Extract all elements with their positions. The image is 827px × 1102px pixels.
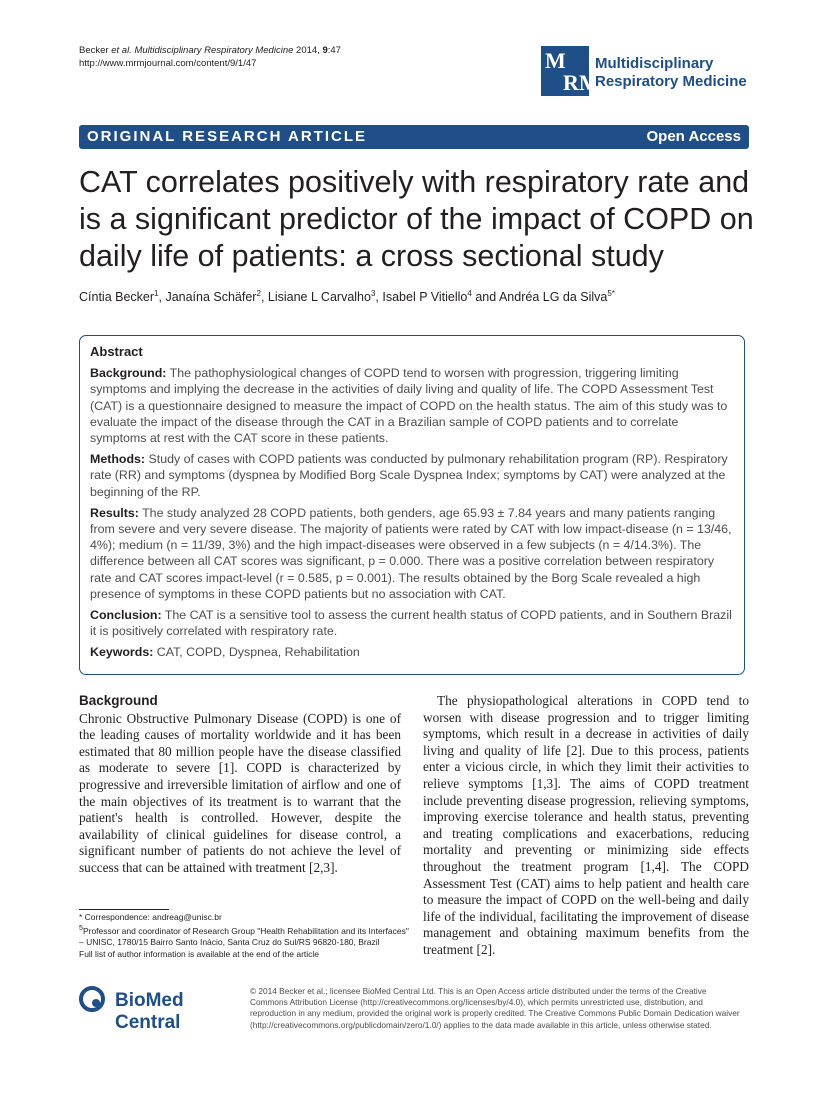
publisher-logo [79,986,239,1033]
author[interactable]: Janaína Schäfer [165,290,257,305]
article-url[interactable]: http://www.mrmjournal.com/content/9/1/47 [79,58,257,69]
abstract-keywords [90,644,736,660]
author[interactable]: Lisiane L Carvalho [267,290,371,305]
journal-name-line1: Multidisciplinary [595,55,714,72]
open-access-label: Open Access [646,128,741,145]
citation-authors: Becker [79,45,112,56]
author-affil: 1 [154,289,159,298]
journal-name [595,55,747,91]
abstract-box [79,335,745,675]
abstract-conclusion-label: Conclusion: [90,608,162,623]
citation-year: 2014, [293,45,323,56]
body-paragraph: Chronic Obstructive Pulmonary Disease (COPD) is one of the leading causes of mortality worldwide and it has been estimated that 80 million people have the disease classified as moderate to severe [1]. COPD is characterized by progressive and irreversible limitation of airflow and one of the main objectives of its treatment is to warrant that the patient's health is controlled. However, despite the availability of clinical guidelines for disease control, a significant number of patients do not achieve the level of success that can be attained with treatment [2,3]. [79,710,401,875]
body-column-left [79,693,401,877]
footnotes [79,912,409,960]
author-affil: 5* [607,289,615,298]
abstract-methods-label: Methods: [90,452,146,467]
author-affil: 4 [467,289,472,298]
author[interactable]: Andréa LG da Silva [498,290,608,305]
author[interactable]: Isabel P Vitiello [382,290,468,305]
body-paragraph: The physiopathological alterations in COPD tend to worsen with disease progression and to trigger limiting symptoms, which result in a decrease in activities of daily living and quality of life [2]. Due to this process, patients enter a vicious circle, in which they limit their activities to relieve symptoms [1,3]. The aims of COPD treatment include preventing disease progression, relieving symptoms, improving exercise tolerance and health status, preventing and treating complications and exacerbations, reducing mortality and preventing or minimizing side effects throughout the treatment program [1,4]. The COPD Assessment Test (CAT) aims to help patient and health care to measure the impact of COPD on the well-being and daily life of the individual, facilitating the improvement of disease management and obtaining maximum benefits from the treatment [2]. [423,693,749,957]
affiliation-text: Professor and coordinator of Research Group "Health Rehabilitation and its Interfaces" – UNISC, 1780/15 Bairro Santo Inácio, Santa Cruz do Sul/RS 96820-180, Brazil [79,926,409,948]
author-list: Cíntia Becker$^1$, Janaína Schäfer$^2$, Lisiane L Carvalho$^3$, Isabel P Vitiello$^4$ and Andréa LG da Silva$^{5*}$ [79,289,615,305]
article-type-banner [79,125,749,149]
footnote-divider [79,909,169,910]
abstract-keywords-label: Keywords: [90,645,154,660]
abstract-heading: Abstract [90,344,143,359]
section-heading-background: Background [79,693,158,708]
abstract-results-label: Results: [90,505,139,520]
abstract-conclusion [90,607,736,639]
publisher-logo-text: BioMed Central [115,990,184,1033]
affiliation-note [79,923,409,948]
article-type: ORIGINAL RESEARCH ARTICLE [87,128,368,145]
abstract-conclusion-text: The CAT is a sensitive tool to assess the current health status of COPD patients, and in Southern Brazil it is positively correlated with respiratory rate. [90,608,732,639]
citation-journal: Multidisciplinary Respiratory Medicine [131,45,294,56]
journal-logo-letters-1: M [545,48,566,73]
citation-etal: et al. [111,45,132,56]
affiliation-sup: 5 [79,924,83,933]
citation-volume: 9 [322,45,328,56]
author-affil: 2 [256,289,261,298]
body-column-right [423,693,749,959]
abstract-keywords-text: CAT, COPD, Dyspnea, Rehabilitation [153,645,360,660]
author-affil: 3 [370,289,376,298]
article-title: CAT correlates positively with respiratory rate and is a significant predictor of the impact of COPD on daily life of patients: a cross sectional study [79,165,754,273]
journal-logo-letters-2: RM [563,70,600,95]
publisher-logo-icon [79,986,105,1012]
citation-page: :47 [327,45,341,56]
abstract-results-text: The study analyzed 28 COPD patients, both genders, age 65.93 ± 7.84 years and many patients ranging from severe and very severe disease. The majority of patients were rated by CAT with low impact-disease (n = 13/46, 4%); medium (n = 11/39, 3%) and the high impact-diseases were observed in a few subjects (n = 4/14.3%). The difference between all CAT scores was significant, p = 0.000. There was a positive correlation between respiratory rate and CAT scores impact-level (r = 0.585, p = 0.001). The results obtained by the Borg Scale revealed a high presence of symptoms in these COPD patients but no association with CAT. [90,505,732,601]
license-text: © 2014 Becker et al.; licensee BioMed Central Ltd. This is an Open Access article distributed under the terms of the Creative Commons Attribution License (http://creativecommons.org/licenses/by/4.0), which permits unrestricted use, distribution, and reproduction in any medium, provided the original work is properly credited. The Creative Commons Public Domain Dedication waiver (http://creativecommons.org/publicdomain/zero/1.0/) applies to the data made available in this article, unless otherwise stated. [250,986,740,1030]
author[interactable]: Cíntia Becker [79,290,155,305]
journal-logo [541,46,600,96]
correspondence-note: * Correspondence: andreag@unisc.br [79,912,222,922]
full-list-note: Full list of author information is available at the end of the article [79,948,320,959]
citation-line [79,44,341,57]
abstract-background-label: Background: [90,366,167,381]
journal-name-line2: Respiratory Medicine [595,73,747,90]
abstract-methods [90,451,736,500]
abstract-content [90,344,736,666]
abstract-results [90,505,736,602]
abstract-methods-text: Study of cases with COPD patients was conducted by pulmonary rehabilitation program (RP). Respiratory rate (RR) and symptoms (dyspnea by Modified Borg Scale Dyspnea Index; symptoms by CAT) were analyzed at the beginning of the RP. [90,452,728,499]
abstract-background [90,365,736,446]
citation-header [79,44,341,70]
abstract-background-text: The pathophysiological changes of COPD tend to worsen with progression, triggering limiting symptoms and implying the decrease in the activities of daily living and quality of life. The COPD Assessment Test (CAT) is a questionnaire designed to measure the impact of COPD on the health status. The aim of this study was to evaluate the impact of the disease through the CAT in a Brazilian sample of COPD patients and to correlate symptoms at rest with the CAT score in these patients. [90,366,728,446]
